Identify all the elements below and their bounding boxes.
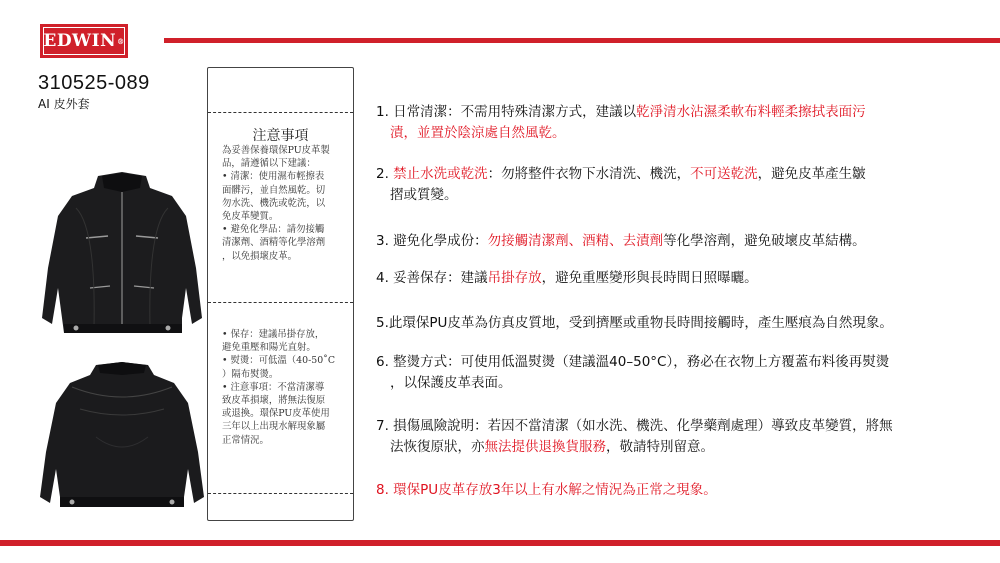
care-label-tag	[207, 67, 354, 521]
logo-text: EDWIN	[43, 31, 117, 51]
rule-1	[376, 102, 982, 144]
edwin-logo	[40, 24, 128, 58]
registered-mark: ®	[117, 36, 125, 46]
rule-text: 2.	[376, 166, 394, 182]
rule-2	[376, 164, 982, 206]
rule-text: 摺或質變。	[390, 187, 458, 203]
rule-line	[376, 233, 866, 249]
rule-line	[376, 185, 982, 206]
tag-text-top: 為妥善保養環保PU皮革製 品，請遵循以下建議： • 清潔：使用濕布輕擦表 面髒污，並自然風乾。切 勿水洗、機洗或乾洗，以 免皮革變質。 • 避免化學品：請勿接觸 清潔劑、酒精等化學溶劑 ，以免損壞皮革。	[222, 145, 330, 262]
rule-highlight-text: 8. 環保PU皮革存放3年以上有水解之情況為正常之現象。	[376, 482, 717, 498]
rule-text: 5.此環保PU皮革為仿真皮質地，受到擠壓或重物長時間接觸時，產生壓痕為自然現象。	[376, 315, 893, 331]
rule-line	[376, 373, 982, 394]
rule-text: ，避免皮革產生皺	[757, 166, 866, 182]
rule-highlight-text: 乾淨清水沾濕柔軟布料輕柔擦拭表面污	[636, 104, 866, 120]
rule-highlight-text: 吊掛存放	[487, 270, 542, 286]
rule-text: ：勿將整件衣物下水清洗、機洗，	[487, 166, 691, 182]
rule-text: ，敬請特別留意。	[606, 439, 714, 455]
product-sku: 310525-089	[38, 72, 150, 94]
rule-text: 等化學溶劑，避免破壞皮革結構。	[663, 233, 866, 249]
rule-text: 7. 損傷風險說明：若因不當清潔（如水洗、機洗、化學藥劑處理）導致皮革變質，將無	[376, 418, 893, 434]
rule-6	[376, 352, 982, 394]
logo-frame	[43, 27, 125, 55]
jacket-front-image	[36, 168, 208, 338]
rule-highlight-text: 不可送乾洗	[690, 166, 758, 182]
rule-line	[376, 104, 866, 120]
rule-line	[376, 418, 893, 434]
rule-text: ，避免重壓變形與長時間日照曝曬。	[541, 270, 758, 286]
tag-dashed-line	[208, 112, 353, 113]
rule-line	[376, 354, 889, 370]
rule-3	[376, 231, 982, 252]
rule-text: 6. 整燙方式：可使用低溫熨燙（建議溫40–50°C），務必在衣物上方覆蓋布料後再熨燙	[376, 354, 890, 370]
rule-text: 3. 避免化學成份：	[376, 233, 488, 249]
rule-8	[376, 480, 982, 501]
rule-line	[376, 270, 758, 286]
product-name: AI 皮外套	[38, 97, 90, 111]
jacket-back-image	[36, 357, 208, 512]
rule-highlight-text: 勿接觸清潔劑、酒精、去漬劑	[487, 233, 664, 249]
rule-text: 4. 妥善保存：建議	[376, 270, 488, 286]
rule-text: ，以保護皮革表面。	[390, 375, 512, 391]
rule-highlight-text: 漬，並置於陰涼處自然風乾。	[390, 125, 566, 141]
rule-highlight-text: 禁止水洗或乾洗	[393, 166, 488, 182]
rule-line	[376, 482, 717, 498]
tag-title: 注意事項	[252, 128, 309, 144]
tag-text-bottom: • 保存：建議吊掛存放， 避免重壓和陽光直射。 • 熨燙：可低溫（40-50˚C ）隔布熨燙。 • 注意事項：不當清潔導 致皮革損壞，將無法復原 或退換。環保PU皮革使用 三年以上出現水解現象屬 正常情況。	[222, 329, 336, 446]
rule-text: 法恢復原狀，亦	[390, 439, 485, 455]
rule-line	[376, 315, 893, 331]
header-red-rule	[164, 38, 1000, 43]
rule-7	[376, 416, 982, 458]
rule-5	[376, 313, 982, 334]
rule-4	[376, 268, 982, 289]
tag-dashed-line	[208, 302, 353, 303]
rule-line	[376, 437, 982, 458]
rule-line	[376, 166, 866, 182]
rule-highlight-text: 無法提供退換貨服務	[484, 439, 606, 455]
rule-text: 1. 日常清潔：不需用特殊清潔方式，建議以	[376, 104, 637, 120]
rule-line	[376, 123, 982, 144]
tag-dashed-line	[208, 493, 353, 494]
footer-red-rule	[0, 540, 1000, 546]
